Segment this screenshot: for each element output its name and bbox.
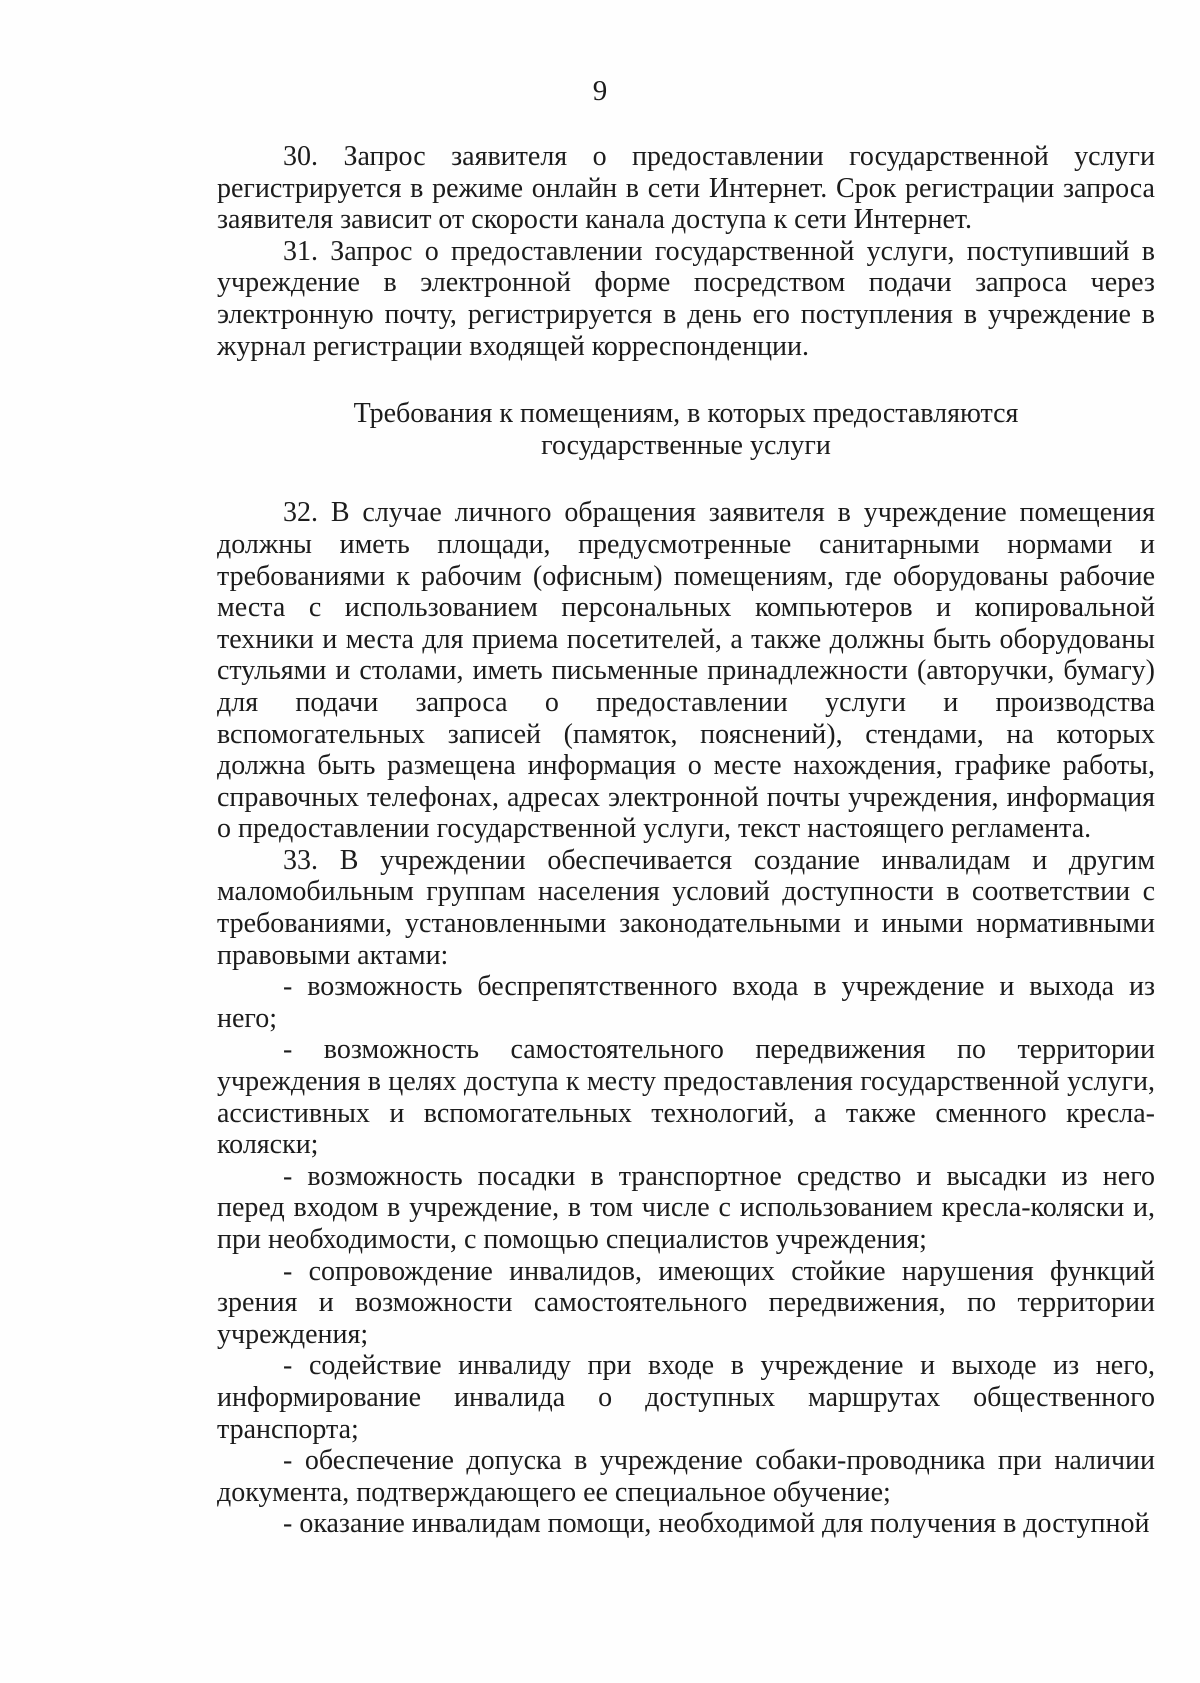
list-item: - возможность посадки в транспортное средство и высадки из него перед входом в учреждение, в том числе с использованием кресла-коляски и, при необходимости, с помощью специалистов учреждения; — [217, 1160, 1155, 1255]
list-item: - обеспечение допуска в учреждение собаки-проводника при наличии документа, подтверждающего ее специальное обучение; — [217, 1445, 1155, 1508]
section-heading-line-1: Требования к помещениям, в которых предоставляются — [353, 398, 1019, 430]
list-item: - возможность самостоятельного передвижения по территории учреждения в целях доступа к месту предоставления государственной услуги, ассистивных и вспомогательных технологий, а также сменного кресла-коляски; — [217, 1034, 1155, 1161]
list-item: - возможность беспрепятственного входа в учреждение и выхода из него; — [217, 971, 1155, 1034]
paragraph-32: 32. В случае личного обращения заявителя в учреждение помещения должны иметь площади, предусмотренные санитарными нормами и требованиями к рабочим (офисным) помещениям, где оборудованы рабочие места с использованием персональных компьютеров и копировальной техники и места для приема посетителей, а также должны быть оборудованы стульями и столами, иметь письменные принадлежности (авторучки, бумагу) для подачи запроса о предоставлении услуги и производства вспомогательных записей (памяток, пояснений), стендами, на которых должна быть размещена информация о месте нахождения, графике работы, справочных телефонах, адресах электронной почты учреждения, информация о предоставлении государственной услуги, текст настоящего регламента. — [217, 497, 1155, 845]
page-number: 9 — [592, 75, 608, 107]
list-item: - оказание инвалидам помощи, необходимой для получения в доступной — [283, 1508, 1150, 1540]
paragraph-30: 30. Запрос заявителя о предоставлении государственной услуги регистрируется в режиме онлайн в сети Интернет. Срок регистрации запроса заявителя зависит от скорости канала доступа к сети Интернет. — [217, 141, 1155, 236]
paragraph-31: 31. Запрос о предоставлении государственной услуги, поступивший в учреждение в электронной форме посредством подачи запроса через электронную почту, регистрируется в день его поступления в учреждение в журнал регистрации входящей корреспонденции. — [217, 235, 1155, 362]
paragraph-33: 33. В учреждении обеспечивается создание инвалидам и другим маломобильным группам населения условий доступности в соответствии с требованиями, установленными законодательными и иными нормативными правовыми актами: — [217, 844, 1155, 971]
list-item: - сопровождение инвалидов, имеющих стойкие нарушения функций зрения и возможности самостоятельного передвижения, по территории учреждения; — [217, 1255, 1155, 1350]
list-item: - содействие инвалиду при входе в учреждение и выходе из него, информирование инвалида о доступных маршрутах общественного транспорта; — [217, 1350, 1155, 1445]
section-heading-line-2: государственные услуги — [541, 429, 831, 461]
section-heading — [217, 398, 1155, 461]
document-body — [217, 141, 1155, 1540]
